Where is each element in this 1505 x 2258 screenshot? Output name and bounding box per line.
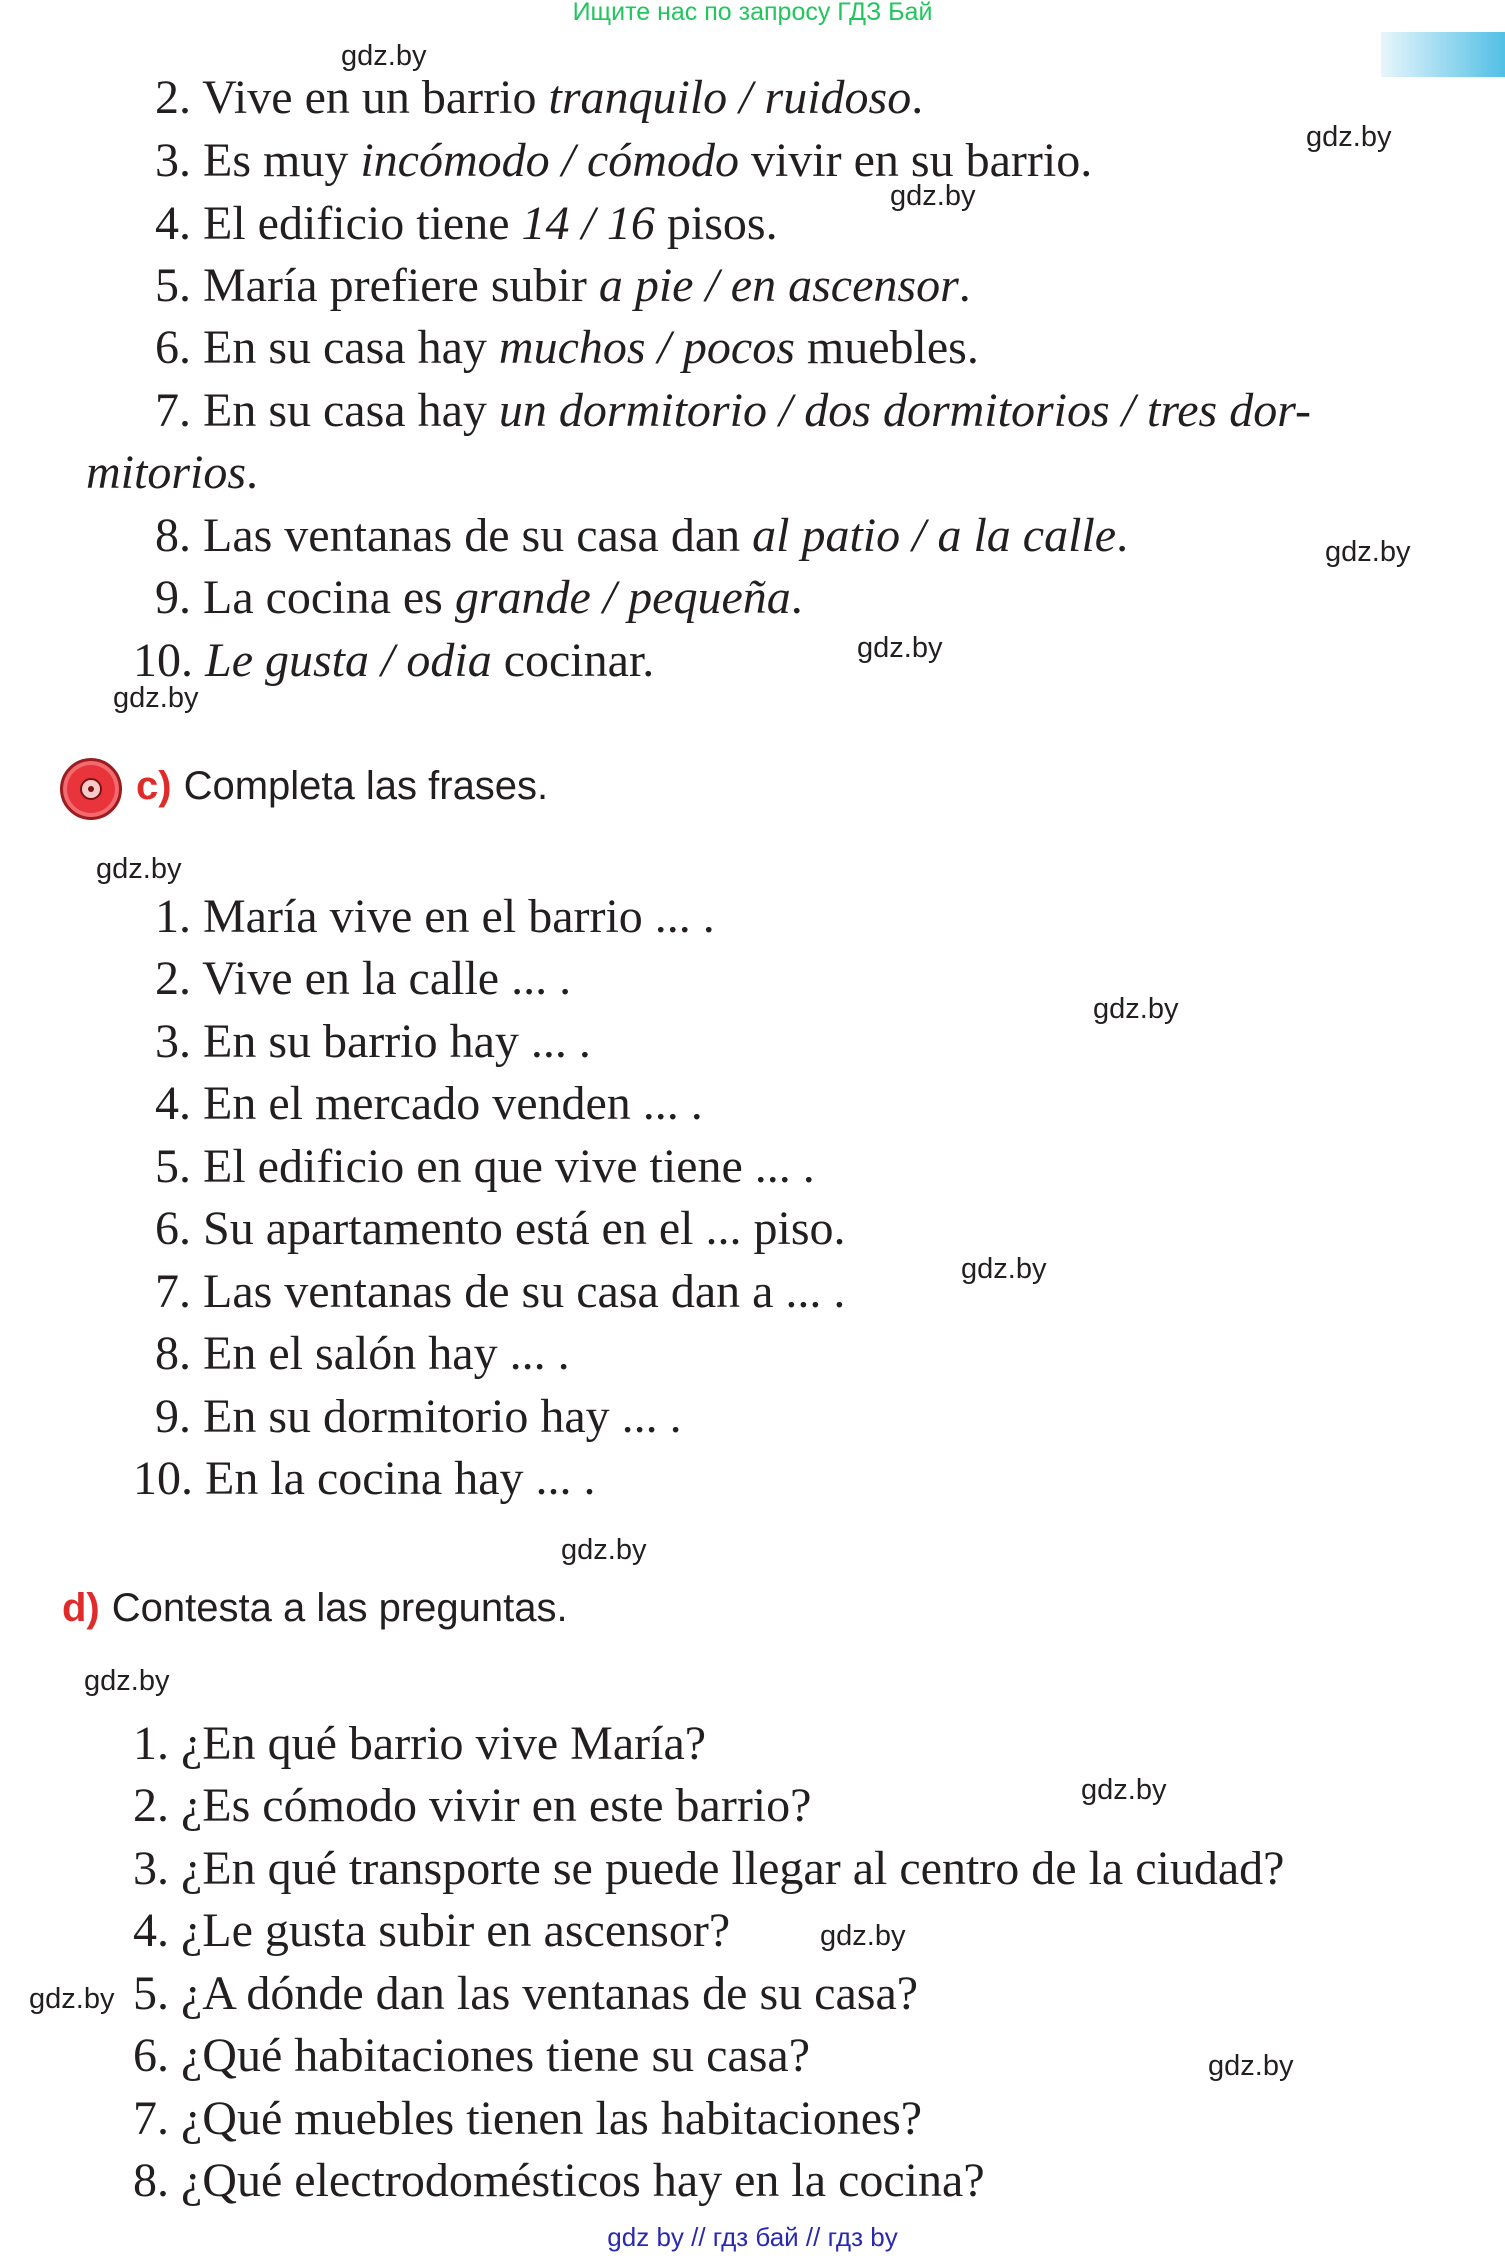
list-item: 9. La cocina es grande / pequeña. bbox=[155, 571, 803, 624]
list-item: 10. Le gusta / odia cocinar. bbox=[133, 634, 655, 687]
list-item: 5. María prefiere subir a pie / en ascensor. bbox=[155, 259, 971, 312]
watermark: gdz.by bbox=[29, 1983, 115, 2015]
list-item: 2. Vive en la calle ... . bbox=[155, 952, 572, 1005]
list-item: 8. Las ventanas de su casa dan al patio / a la calle. bbox=[155, 509, 1129, 562]
watermark: gdz.by bbox=[1325, 536, 1411, 568]
watermark: gdz.by bbox=[341, 40, 427, 72]
list-item: 10. En la cocina hay ... . bbox=[133, 1452, 596, 1505]
watermark: gdz.by bbox=[84, 1665, 170, 1697]
section-c-heading: c) Completa las frases. bbox=[136, 764, 549, 808]
list-item: 2. ¿Es cómodo vivir en este barrio? bbox=[133, 1779, 812, 1832]
list-item: 6. En su casa hay muchos / pocos muebles. bbox=[155, 321, 979, 374]
list-item: 1. ¿En qué barrio vive María? bbox=[133, 1717, 707, 1770]
list-item: 3. Es muy incómodo / cómodo vivir en su barrio. bbox=[155, 134, 1093, 187]
watermark: gdz.by bbox=[96, 853, 182, 885]
list-item: 6. Su apartamento está en el ... piso. bbox=[155, 1202, 846, 1255]
list-item: 3. En su barrio hay ... . bbox=[155, 1015, 591, 1068]
list-item: 8. ¿Qué electrodomésticos hay en la cocina? bbox=[133, 2154, 985, 2207]
watermark: gdz.by bbox=[857, 632, 943, 664]
list-item: 7. Las ventanas de su casa dan a ... . bbox=[155, 1265, 846, 1318]
watermark: gdz.by bbox=[561, 1534, 647, 1566]
list-item: 6. ¿Qué habitaciones tiene su casa? bbox=[133, 2029, 811, 2082]
section-d-heading: d) Contesta a las preguntas. bbox=[62, 1586, 568, 1630]
watermark: gdz.by bbox=[1306, 121, 1392, 153]
watermark: gdz.by bbox=[1093, 993, 1179, 1025]
watermark: gdz.by bbox=[1208, 2050, 1294, 2082]
list-item: 1. María vive en el barrio ... . bbox=[155, 890, 715, 943]
list-item: 7. ¿Qué muebles tienen las habitaciones? bbox=[133, 2092, 923, 2145]
list-item: 7. En su casa hay un dormitorio / dos dormitorios / tres dor- bbox=[155, 384, 1311, 437]
list-item: 4. En el mercado venden ... . bbox=[155, 1077, 703, 1130]
audio-disc-icon[interactable] bbox=[60, 758, 122, 820]
top-banner[interactable]: Ищите нас по запросу ГДЗ Бай bbox=[572, 0, 933, 26]
list-item: 4. ¿Le gusta subir en ascensor? bbox=[133, 1904, 731, 1957]
corner-color-bar bbox=[1381, 32, 1505, 77]
list-item: 8. En el salón hay ... . bbox=[155, 1327, 570, 1380]
list-item: 5. El edificio en que vive tiene ... . bbox=[155, 1140, 815, 1193]
list-item: 2. Vive en un barrio tranquilo / ruidoso. bbox=[155, 71, 924, 124]
watermark: gdz.by bbox=[890, 180, 976, 212]
list-item: 9. En su dormitorio hay ... . bbox=[155, 1390, 682, 1443]
list-item: 3. ¿En qué transporte se puede llegar al centro de la ciudad? bbox=[133, 1842, 1285, 1895]
list-item: 5. ¿A dónde dan las ventanas de su casa? bbox=[133, 1967, 919, 2020]
watermark: gdz.by bbox=[961, 1253, 1047, 1285]
footer-links[interactable]: gdz by // гдз бай // гдз by bbox=[607, 2222, 898, 2252]
list-item: 4. El edificio tiene 14 / 16 pisos. bbox=[155, 197, 778, 250]
list-item-continuation: mitorios. bbox=[86, 446, 259, 499]
watermark: gdz.by bbox=[1081, 1774, 1167, 1806]
watermark: gdz.by bbox=[820, 1920, 906, 1952]
watermark: gdz.by bbox=[113, 682, 199, 714]
